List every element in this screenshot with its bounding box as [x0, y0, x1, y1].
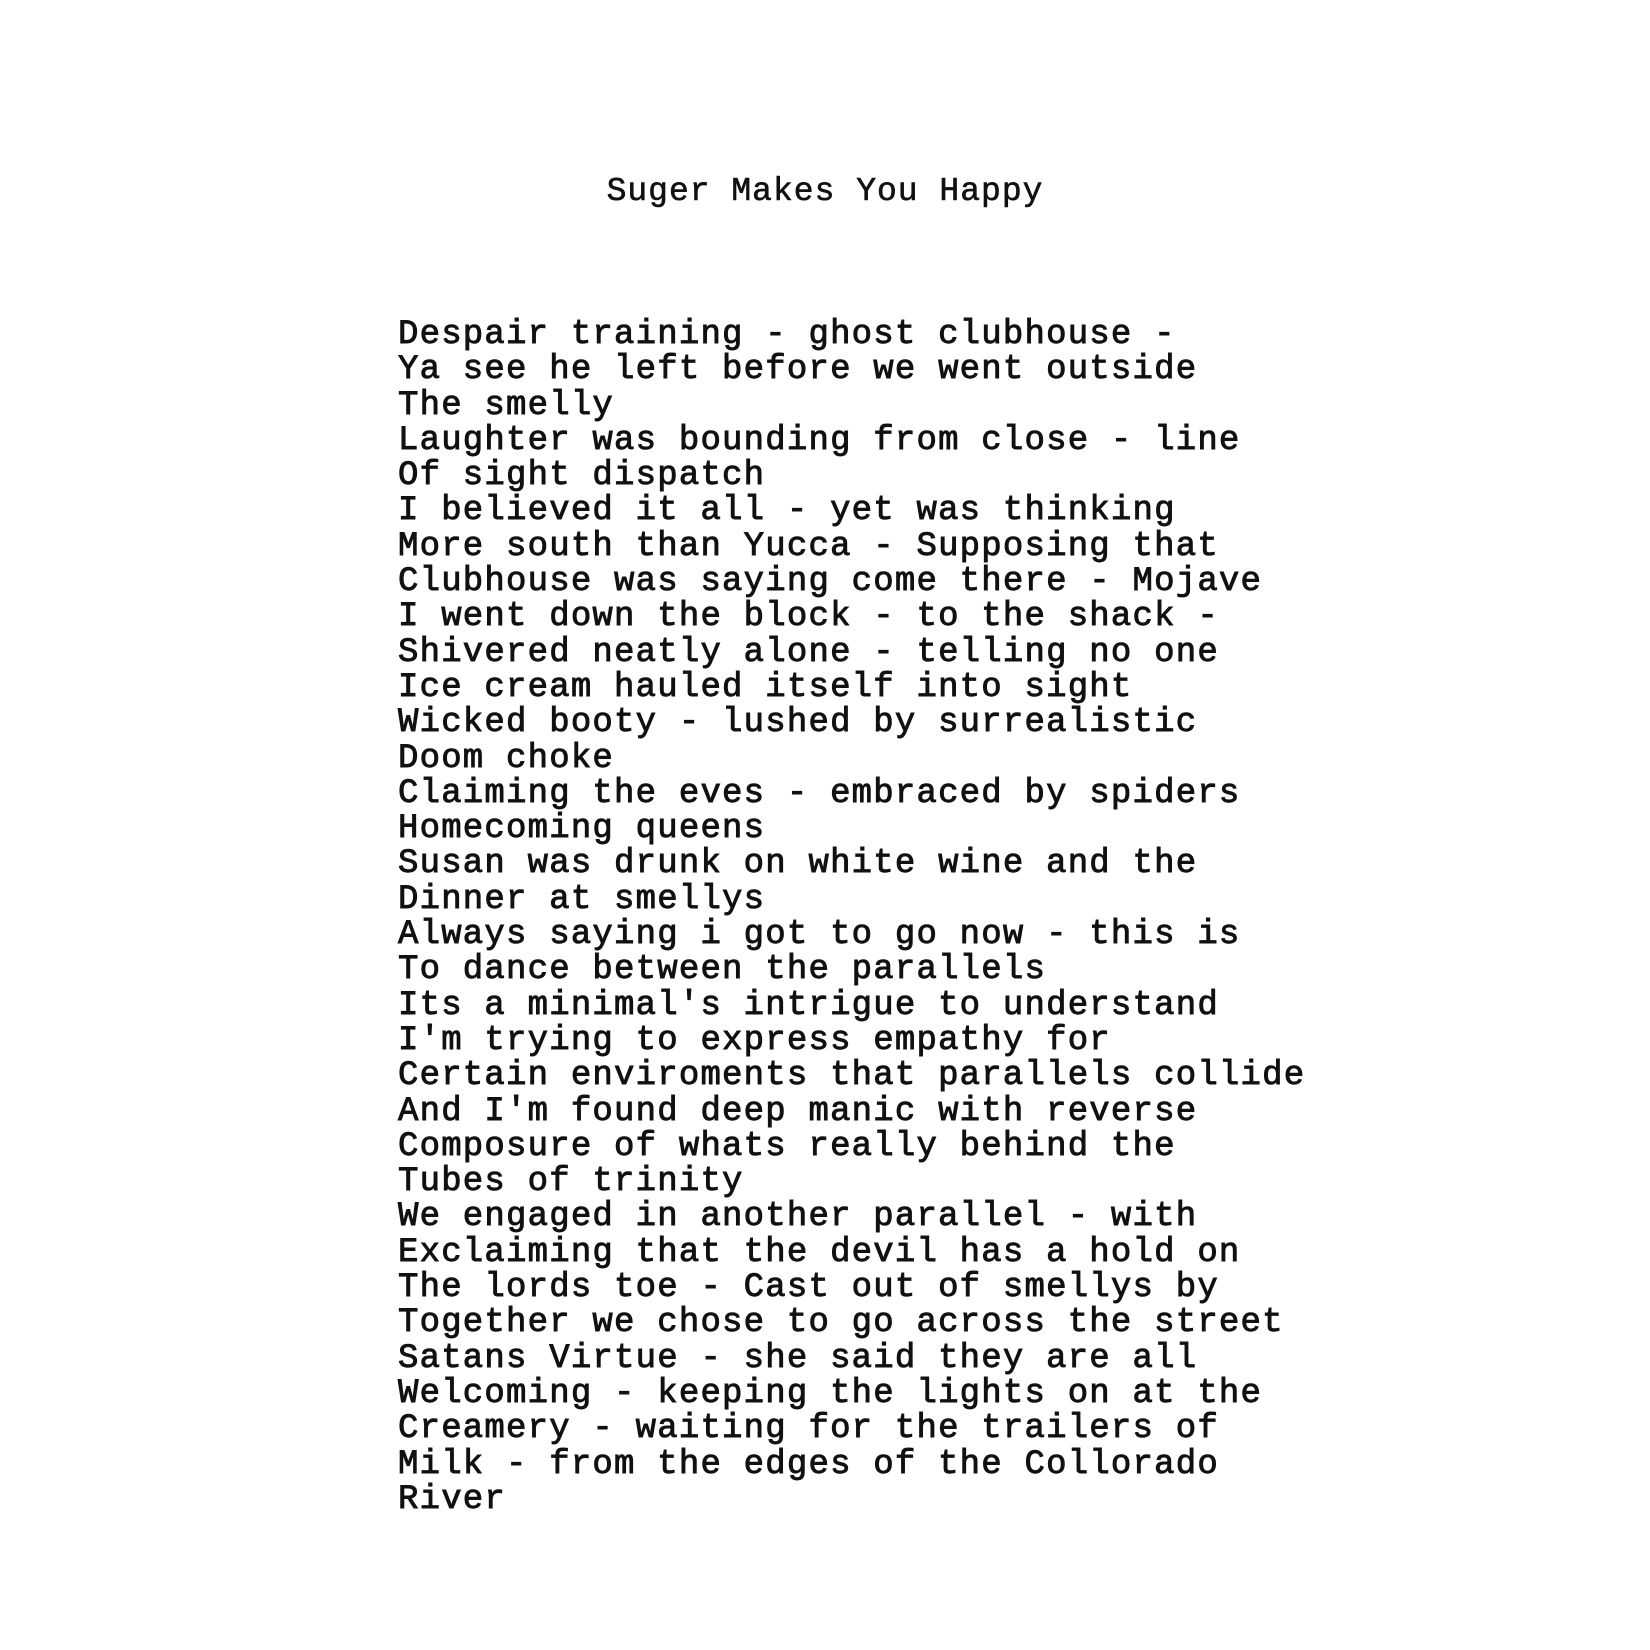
- poem-line: Welcoming - keeping the lights on at the: [398, 1374, 1263, 1413]
- poem-line: The smelly: [398, 386, 615, 425]
- poem-line: Of sight dispatch: [398, 457, 766, 496]
- poem-line: More south than Yucca - Supposing that: [398, 527, 1219, 566]
- poem-line: Creamery - waiting for the trailers of: [398, 1410, 1219, 1449]
- poem-line: Its a minimal's intrigue to understand: [398, 986, 1219, 1025]
- poem-line: Susan was drunk on white wine and the: [398, 845, 1198, 884]
- poem-line: Satans Virtue - she said they are all: [398, 1339, 1198, 1378]
- poem-line: Exclaiming that the devil has a hold on: [398, 1233, 1241, 1272]
- poem-line: Wicked booty - lushed by surrealistic: [398, 704, 1198, 743]
- poem-line: Dinner at smellys: [398, 880, 766, 919]
- poem-line: Claiming the eves - embraced by spiders: [398, 774, 1241, 813]
- poem-line: And I'm found deep manic with reverse: [398, 1092, 1198, 1131]
- poem-line: River: [398, 1480, 507, 1519]
- poem-line: Tubes of trinity: [398, 1163, 744, 1202]
- poem-line: Always saying i got to go now - this is: [398, 916, 1241, 955]
- poem-line: Certain enviroments that parallels collide: [398, 1057, 1306, 1096]
- poem-line: Laughter was bounding from close - line: [398, 421, 1241, 460]
- poem-line: I'm trying to express empathy for: [398, 1021, 1111, 1060]
- poem-body: [398, 318, 1305, 1518]
- poem-line: Milk - from the edges of the Collorado: [398, 1445, 1219, 1484]
- poem-line: I believed it all - yet was thinking: [398, 492, 1176, 531]
- poem-line: Shivered neatly alone - telling no one: [398, 633, 1219, 672]
- poem-line: Ya see he left before we went outside: [398, 351, 1198, 390]
- poem-line: Homecoming queens: [398, 810, 766, 849]
- poem-line: Clubhouse was saying come there - Mojave: [398, 563, 1263, 602]
- poem-line: We engaged in another parallel - with: [398, 1198, 1198, 1237]
- poem-line: I went down the block - to the shack -: [398, 598, 1219, 637]
- poem-line: Ice cream hauled itself into sight: [398, 668, 1133, 707]
- poem-line: Despair training - ghost clubhouse -: [398, 316, 1176, 354]
- poem-line: To dance between the parallels: [398, 951, 1047, 990]
- poem-title: Suger Makes You Happy: [606, 173, 1044, 210]
- poem-line: Composure of whats really behind the: [398, 1127, 1176, 1166]
- poem-line: Doom choke: [398, 739, 615, 778]
- poem-line: Together we chose to go across the street: [398, 1304, 1284, 1343]
- poem-line: The lords toe - Cast out of smellys by: [398, 1269, 1219, 1308]
